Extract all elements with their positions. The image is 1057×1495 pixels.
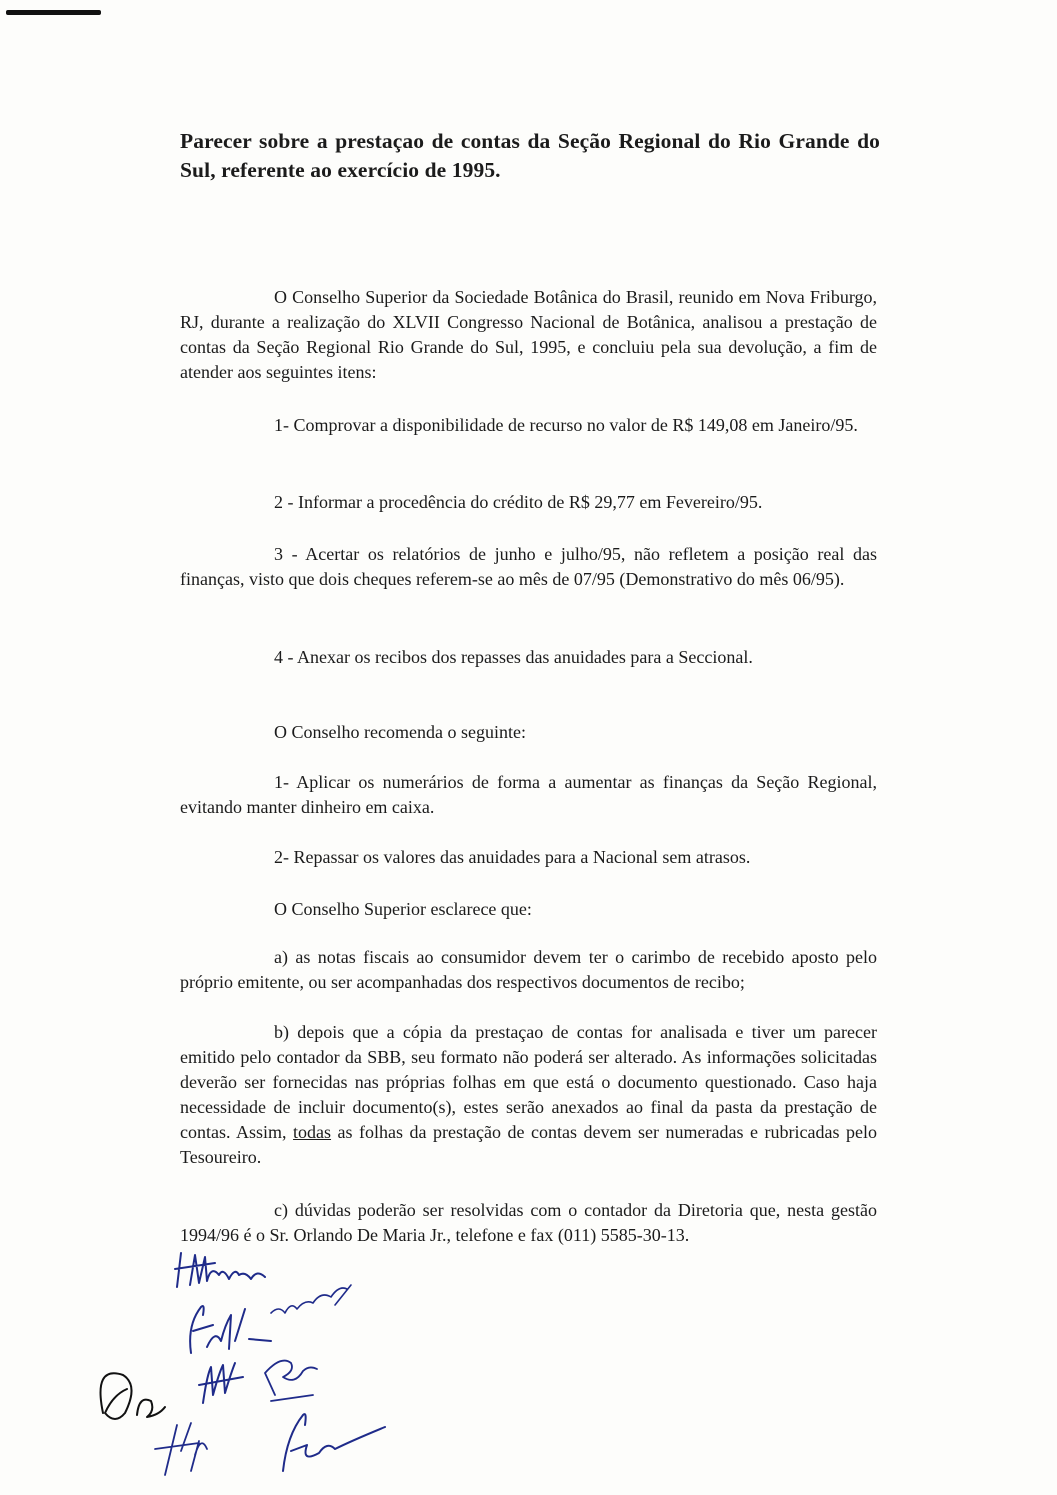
clarify-c: c) dúvidas poderão ser resolvidas com o contador da Diretoria que, nesta gestão 1994/96 é o Sr. Orlando De Maria Jr., telefone e fax (011) 5585-30-13. xyxy=(180,1200,877,1245)
recommendation-2: 2- Repassar os valores das anuidades para a Nacional sem atrasos. xyxy=(274,847,751,867)
signature-5 xyxy=(199,1363,243,1403)
signature-2 xyxy=(190,1306,271,1353)
signature-7 xyxy=(155,1423,207,1475)
recommendation-1: 1- Aplicar os numerários de forma a aumentar as finanças da Seção Regional, evitando manter dinheiro em caixa. xyxy=(180,772,877,817)
intro-paragraph: O Conselho Superior da Sociedade Botânica do Brasil, reunido em Nova Friburgo, RJ, durante a realização do XLVII Congresso Nacional de Botânica, analisou a prestação de contas da Seção Regional Rio Grande do Sul, 1995, e concluiu pela sua devolução, a fim de atender aos seguintes itens: xyxy=(180,287,877,382)
item-2: 2 - Informar a procedência do crédito de R$ 29,77 em Fevereiro/95. xyxy=(274,492,763,512)
signatures-drawing xyxy=(95,1245,425,1485)
signature-4 xyxy=(101,1373,166,1419)
clarify-b-text-2: as folhas da prestação de contas devem ser numeradas e rubricadas pelo Tesoureiro. xyxy=(180,1122,877,1167)
clarify-a: a) as notas fiscais ao consumidor devem ter o carimbo de recebido aposto pelo próprio emitente, ou ser acompanhadas dos respectivos documentos de recibo; xyxy=(180,947,877,992)
clarify-b-underlined-word: todas xyxy=(293,1122,332,1142)
item-3: 3 - Acertar os relatórios de junho e julho/95, não refletem a posição real das finanças, visto que dois cheques referem-se ao mês de 07/95 (Demonstrativo do mês 06/95). xyxy=(180,544,877,589)
recommend-intro: O Conselho recomenda o seguinte: xyxy=(274,722,526,742)
handwritten-signatures xyxy=(95,1245,425,1485)
clarify-intro: O Conselho Superior esclarece que: xyxy=(274,899,532,919)
clarify-b xyxy=(180,1020,877,1170)
signature-1 xyxy=(175,1253,265,1287)
signature-8 xyxy=(283,1414,385,1471)
item-4: 4 - Anexar os recibos dos repasses das anuidades para a Seccional. xyxy=(274,647,753,667)
clarify-b-text-1: b) depois que a cópia da prestaçao de contas for analisada e tiver um parecer emitido pelo contador da SBB, seu formato não poderá ser alterado. As informações solicitadas deverão ser fornecidas nas próprias folhas em que está o documento questionado. Caso haja necessidade de incluir documento(s), estes serão anexados ao final da pasta da prestação de contas. Assim, xyxy=(180,1022,877,1142)
document-title: Parecer sobre a prestaçao de contas da Seção Regional do Rio Grande do Sul, referente ao exercício de 1995. xyxy=(180,129,880,182)
item-1: 1- Comprovar a disponibilidade de recurso no valor de R$ 149,08 em Janeiro/95. xyxy=(274,415,858,435)
scan-edge-mark xyxy=(6,10,101,15)
signature-3 xyxy=(271,1285,351,1313)
signature-6 xyxy=(265,1361,317,1401)
